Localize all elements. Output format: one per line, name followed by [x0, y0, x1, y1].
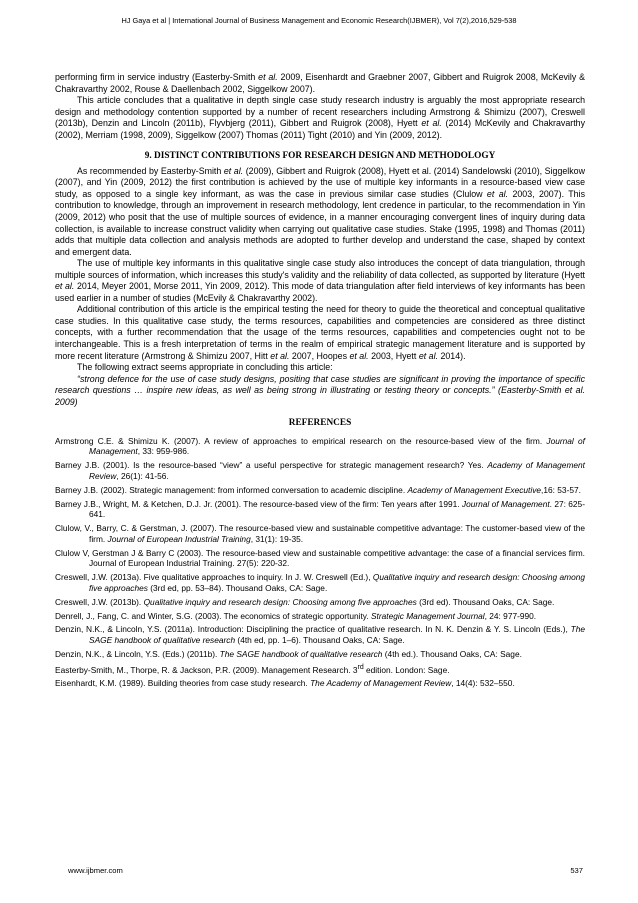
reference-text: Denrell, J., Fang, C. and Winter, S.G. (2003). The economics of strategic opportunity.	[55, 610, 371, 621]
reference-text: ,16: 53-57.	[541, 484, 581, 495]
reference-italic: Qualitative inquiry and research design: Choosing among five approaches	[89, 572, 585, 593]
reference-text: Barney J.B. (2002). Strategic management: from informed conversation to academic discipline.	[55, 484, 408, 495]
text-run: 2003, 2007). This contribution to knowledge, through an improvement in research methodology, lent credence in particular, to the recommendation in Yin (2009, 2012) who posit that the use of multiple sources of evidence, in a manner encouraging convergent lines of inquiry during data collection, is available to increase construct validity when carrying out qualitative case studies. Stake (1995, 1998) and Thomas (2011) adds that multiple data collection and analysis methods are adopted to further develop and understand the case, shaped by context and emergent data.	[55, 188, 585, 257]
reference-text: Barney J.B., Wright, M. & Ketchen, D.J. Jr. (2001). The resource-based view of the firm: Ten years after 1991.	[55, 498, 462, 509]
reference-italic: The Academy of Management Review	[310, 678, 452, 689]
reference-text: , 24: 977-990.	[484, 610, 537, 621]
text-run: 2009, Eisenhardt and Graebner 2007, Gibbert and Ruigrok 2008, McKevily & Chakravarthy 2002, Rouse & Daellenbach 2002, Siggelkow 2007).	[55, 72, 585, 94]
reference-italic: Academy of Management Review	[89, 460, 585, 481]
reference-entry	[55, 663, 585, 675]
text-run: 2014, Meyer 2001, Morse 2011, Yin 2009, 2012). This mode of data triangulation after field interviews of key informants has been used earlier in a number of studies (McEvily & Chakravarthy 2002).	[55, 281, 585, 303]
reference-italic: Strategic Management Journal	[370, 610, 485, 621]
reference-text: (4th ed.). Thousand Oaks, CA: Sage.	[382, 648, 522, 659]
reference-entry	[55, 548, 585, 569]
text-run: Additional contribution of this article is the empirical testing the need for theory to guide the theoretical and conceptual qualitative case studies. In this qualitative case study, the terms resources, capabilities and competencies are considered as three distinct concepts, with a further recommendation that the usage of the terms resources, capabilities and competencies ought not to be interchangeable. This is a fresh interpretation of terms in the realm of empirical strategic management literature and is supported by more recent literature (Armstrong & Shimizu 2007, Hitt	[55, 304, 585, 361]
reference-entry	[55, 499, 585, 520]
reference-list	[55, 436, 585, 689]
reference-text: Armstrong C.E. & Shimizu K. (2007). A review of approaches to empirical research on the resource-based view of the firm.	[55, 435, 547, 446]
et-al-italic: et al.	[349, 350, 369, 361]
reference-text: Denzin, N.K., & Lincoln, Y.S. (2011a). Introduction: Disciplining the practice of qualitative research. In N. K. Denzin & Y. S. Lincoln (Eds.),	[55, 624, 571, 635]
paragraph-2	[55, 95, 585, 141]
reference-text: (3rd ed, pp. 53–84). Thousand Oaks, CA: Sage.	[147, 582, 328, 593]
text-run: (2014) McKevily and Chakravarthy (2002), Merriam (1998, 2009), Siggelkow (2007) Thomas (2011) Tight (2010) and Yin (2009, 2012).	[55, 118, 585, 140]
reference-text: Creswell, J.W. (2013b).	[55, 596, 144, 607]
reference-entry	[55, 523, 585, 544]
reference-italic: Journal of Management	[89, 435, 585, 457]
reference-text: , 26(1): 41-56.	[116, 470, 169, 481]
reference-text: Creswell, J.W. (2013a). Five qualitative approaches to inquiry. In J. W. Creswell (Ed.),	[55, 572, 373, 583]
paragraph-5	[55, 304, 585, 362]
text-run: 2007, Hoopes	[289, 350, 350, 361]
reference-text: edition. London: Sage.	[363, 664, 450, 675]
reference-entry	[55, 678, 585, 689]
reference-superscript: rd	[357, 663, 364, 671]
reference-text: (3rd ed). Thousand Oaks, CA: Sage.	[416, 596, 555, 607]
footer-page-number: 537	[570, 866, 583, 875]
reference-text: , 31(1): 19-35.	[250, 533, 304, 544]
et-al-italic: et al.	[55, 281, 75, 292]
reference-italic: Qualitative inquiry and research design: Choosing among five approaches	[143, 596, 417, 607]
reference-text: Eisenhardt, K.M. (1989). Building theories from case study research.	[55, 678, 311, 689]
reference-text: Clulow, V., Barry, C. & Gerstman, J. (2007). The resource-based view and sustainable competitive advantage: The customer-based view of the firm.	[55, 523, 585, 544]
text-run: 2014).	[438, 350, 466, 361]
text-run: As recommended by Easterby-Smith	[77, 165, 224, 176]
text-run: 2003, Hyett	[368, 350, 419, 361]
block-quote: “strong defence for the use of case study designs, positing that case studies are significant in proving the importance of specific research questions … inspire new ideas, as well as being strong in illustrating or testing theory or concepts.” (Easterby-Smith et al. 2009)	[55, 373, 585, 407]
reference-entry	[55, 572, 585, 593]
et-al-italic: et al.	[486, 188, 509, 199]
reference-text: (4th ed, pp. 1–6). Thousand Oaks, CA: Sage.	[235, 635, 405, 646]
reference-entry	[55, 436, 585, 457]
reference-text: Denzin, N.K., & Lincoln, Y.S. (Eds.) (2011b).	[55, 648, 220, 659]
reference-text: Easterby-Smith, M., Thorpe, R. & Jackson, P.R. (2009). Management Research. 3	[55, 664, 358, 675]
reference-italic: The SAGE handbook of qualitative research	[89, 624, 585, 646]
reference-italic: Journal of European Industrial Training	[107, 533, 251, 544]
reference-italic: Academy of Management Executive	[407, 484, 542, 495]
text-run: (2009), Gibbert and Ruigrok (2008), Hyett et al. (2014) Sandelowski (2010), Siggelkow (2007), and Yin (2009, 2012) the first contribution is achieved by the use of multiple key informants in a resource-based view case study, as opposed to a single key informant, as was the case in previous similar case studies (Clulow	[55, 165, 585, 199]
references-heading: REFERENCES	[288, 418, 352, 429]
reference-entry	[55, 624, 585, 645]
reference-text: , 14(4): 532–550.	[451, 678, 515, 689]
paragraph-4	[55, 258, 585, 304]
reference-text: , 33: 959-986.	[137, 446, 190, 457]
et-al-italic: et al.	[258, 72, 278, 82]
running-header: HJ Gaya et al | International Journal of Business Management and Economic Research(IJBMER), Vol 7(2),2016,529-538	[121, 16, 517, 25]
reference-italic: Journal of Management	[461, 498, 550, 509]
article-body	[55, 72, 585, 692]
et-al-italic: et al.	[270, 350, 290, 361]
paragraph-3	[55, 166, 585, 258]
reference-entry	[55, 485, 585, 496]
footer-website: www.ijbmer.com	[68, 866, 123, 875]
reference-entry	[55, 649, 585, 660]
reference-entry	[55, 460, 585, 481]
et-al-italic: et al.	[418, 350, 438, 361]
reference-text: Barney J.B. (2001). Is the resource-based “view” a useful perspective for strategic management research? Yes.	[55, 460, 488, 471]
reference-entry	[55, 597, 585, 608]
text-run: performing firm in service industry (Easterby-Smith	[55, 72, 259, 82]
reference-text: . 27: 625-641.	[89, 498, 585, 520]
reference-italic: The SAGE handbook of qualitative research	[219, 648, 383, 659]
et-al-italic: et al.	[223, 165, 244, 176]
et-al-italic: et al.	[421, 118, 442, 129]
section-9-heading: 9. DISTINCT CONTRIBUTIONS FOR RESEARCH DESIGN AND METHODOLOGY	[144, 151, 496, 162]
paragraph-6: The following extract seems appropriate in concluding this article:	[77, 362, 333, 373]
paragraph-1	[55, 72, 585, 95]
text-run: The use of multiple key informants in this qualitative single case study also introduces the concept of data triangulation, through multiple sources of information, which increases this study's validity and the reliability of data collected, as supported by literature (Hyett	[55, 258, 585, 280]
text-run: This article concludes that a qualitative in depth single case study research industry is arguably the most appropriate research design and methodology contention supported by a number of recent researchers including Armstrong & Shimizu (2007), Creswell (2013b), Denzin and Lincoln (2011b), Flyvbjerg (2011), Gibbert and Ruigrok (2008), Hyett	[55, 95, 585, 129]
reference-text: Clulow V, Gerstman J & Barry C (2003). The resource-based view and sustainable competitive advantage: the case of a financial services firm. Journal of European Industrial Training. 27(5): 220-32.	[55, 547, 585, 569]
reference-entry	[55, 611, 585, 622]
